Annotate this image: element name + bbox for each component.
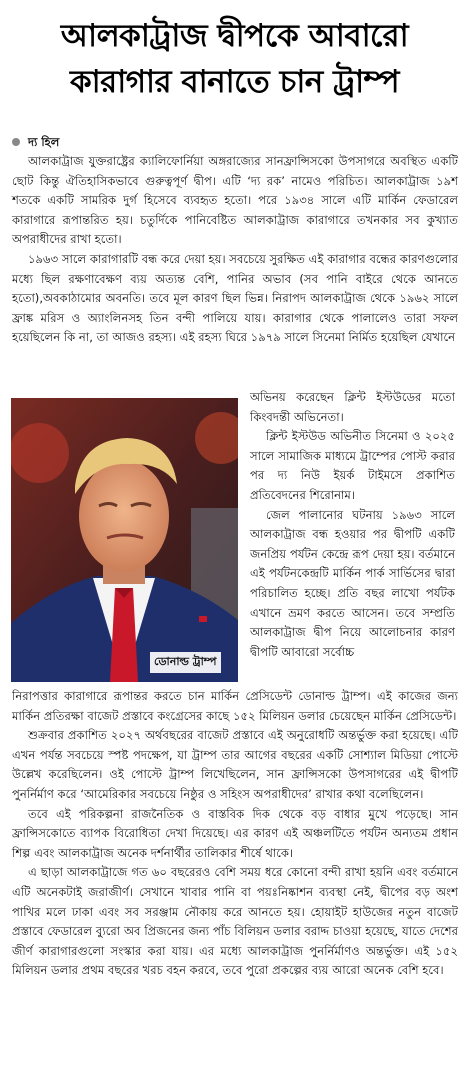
- headline-line-1: আলকাট্রাজ দ্বীপকে আবারো: [60, 18, 409, 54]
- paragraph: ১৯৬৩ সালে কারাগারটি বন্ধ করে দেয়া হয়। সবচেয়ে সুরক্ষিত এই কারাগার বন্ধের কারণগুলোর মধ্যে ছিল রক্ষণাবেক্ষণ ব্যয় অত্যন্ত বেশি, পানির অভাব (সব পানি বাইরে থেকে আনতে হতো),অবকাঠামোর অবনতি। তবে মূল কারণ ছিল ভিন্ন। নিরাপদ আলকাট্রাজ থেকে ১৯৬২ সালে ফ্রাঙ্ক মরিস ও অ্যাংলিনসহ তিন বন্দী পালিয়ে যায়। কারাগার থেকে পালালেও তারা সফল হয়েছিলেন কি না, তা আজও রহস্য। এই রহস্য ঘিরে ১৯৭৯ সালে সিনেমা নির্মিত হয়েছিল যেখানে: [12, 251, 458, 345]
- byline-source: দ্য হিল: [28, 135, 60, 149]
- paragraph: শুক্রবার প্রকাশিত ২০২৭ অর্থবছরের বাজেট প্রস্তাবে এই অনুরোধটি অন্তর্ভুক্ত করা হয়েছে। এটি এখন পর্যন্ত সবচেয়ে স্পষ্ট পদক্ষেপ, যা ট্রাম্প তার আগের বছরের একটি সোশ্যাল মিডিয়া পোস্টে উল্লেখ করেছিলেন। ওই পোস্টে ট্রাম্প লিখেছিলেন, সান ফ্রান্সিসকো উপসাগরের এই দ্বীপটি পুনর্নির্মাণ করে ‘আমেরিকার সবচেয়ে নিষ্ঠুর ও সহিংস অপরাধীদের’ রাখার কথা বলেছিলেন।: [12, 728, 458, 801]
- article-body-bottom: [12, 687, 458, 981]
- paragraph: জেল পালানোর ঘটনায় ১৯৬৩ সালে আলকাট্রাজ বন্ধ হওয়ার পর দ্বীপটি একটি জনপ্রিয় পর্যটন কেন্দ্রে রূপ দেয়া হয়। বর্তমানে এই পর্যটনকেন্দ্রটি মার্কিন পার্ক সার্ভিসের দ্বারা পরিচালিত হচ্ছে। প্রতি বছর লাখো পর্যটক এখানে ভ্রমণ করতে আসেন। তবে সম্প্রতি আলকাট্রাজ দ্বীপ নিয়ে আলোচনার কারণ দ্বীপটি আবারো সর্বোচ্চ: [250, 507, 455, 659]
- paragraph: এ ছাড়া আলকাট্রাজে গত ৬০ বছরেরও বেশি সময় ধরে কোনো বন্দী রাখা হয়নি এবং বর্তমানে এটি অনেকটাই জরাজীর্ণ। সেখানে খাবার পানি বা পয়ঃনিষ্কাশন ব্যবস্থা নেই, দ্বীপের বড় অংশ পাখির মলে ঢাকা এবং সব সরঞ্জাম নৌকায় করে আনতে হয়। হোয়াইট হাউজের নতুন বাজেট প্রস্তাবে ফেডারেল ব্যুরো অব প্রিজনের জন্য পাঁচ বিলিয়ন ডলার বরাদ্দ চাওয়া হয়েছে, যাতে দেশের জীর্ণ কারাগারগুলো সংস্কার করা যায়। এর মধ্যে আলকাট্রাজ পুনর্নির্মাণও অন্তর্ভুক্ত। এই ১৫২ মিলিয়ন ডলার প্রথম বছরের খরচ বহন করবে, তবে পুরো প্রকল্পের ব্যয় আরো অনেক বেশি হবে।: [12, 865, 458, 978]
- byline: [12, 134, 59, 153]
- bullet-icon: [12, 138, 20, 146]
- paragraph: ক্লিন্ট ইস্টউড অভিনীত সিনেমা ও ২০২৫ সালে সামাজিক মাধ্যমে ট্রাম্পের পোস্ট করার পর দ্য নিউ ইয়র্ক টাইমসে প্রকাশিত প্রতিবেদনের শিরোনাম।: [250, 429, 455, 502]
- paragraph: নিরাপত্তার কারাগারে রূপান্তর করতে চান মার্কিন প্রেসিডেন্ট ডোনাল্ড ট্রাম্প। এই কাজের জন্য মার্কিন প্রতিরক্ষা বাজেট প্রস্তাবে কংগ্রেসের কাছে ১৫২ মিলিয়ন ডলার চেয়েছেন মার্কিন প্রেসিডেন্ট।: [12, 689, 458, 723]
- paragraph: অভিনয় করেছেন ক্লিন্ট ইস্টউডের মতো কিংবদন্তী অভিনেতা।: [250, 390, 455, 424]
- trump-photo: [11, 398, 238, 682]
- paragraph: আলকাট্রাজ যুক্তরাষ্ট্রের ক্যালিফোর্নিয়া অঙ্গরাজ্যের সানফ্রান্সিসকো উপসাগরে অবস্থিত একটি ছোট কিন্তু ঐতিহাসিকভাবে গুরুত্বপূর্ণ দ্বীপ। এটি ‘দ্য রক’ নামেও পরিচিত। আলকাট্রাজ ১৯শ শতকে একটি সামরিক দুর্গ হিসেবে ব্যবহৃত হতো। পরে ১৯৩৪ সালে এটি মার্কিন ফেডারেল কারাগারে রূপান্তরিত হয়। চতুর্দিকে পানিবেষ্টিত আলকাট্রাজ কারাগারে তখনকার সব কুখ্যাত অপরাধীদের রাখা হতো।: [12, 154, 458, 247]
- headline-line-2: কারাগার বানাতে চান ট্রাম্প: [69, 64, 400, 100]
- photo-caption: ডোনাল্ড ট্রাম্প: [150, 652, 221, 673]
- paragraph: তবে এই পরিকল্পনা রাজনৈতিক ও বাস্তবিক দিক থেকে বড় বাধার মুখে পড়েছে। সান ফ্রান্সিসকোতে ব্যাপক বিরোধিতা দেখা দিয়েছে। এর কারণ এই অঞ্চলটিতে পর্যটন অন্যতম প্রধান শিল্প এবং আলকাট্রাজ অনেক দর্শনার্থীর তালিকার শীর্ষে থাকে।: [12, 806, 458, 860]
- article-body-top: [12, 152, 458, 348]
- article-body-side: [250, 388, 455, 662]
